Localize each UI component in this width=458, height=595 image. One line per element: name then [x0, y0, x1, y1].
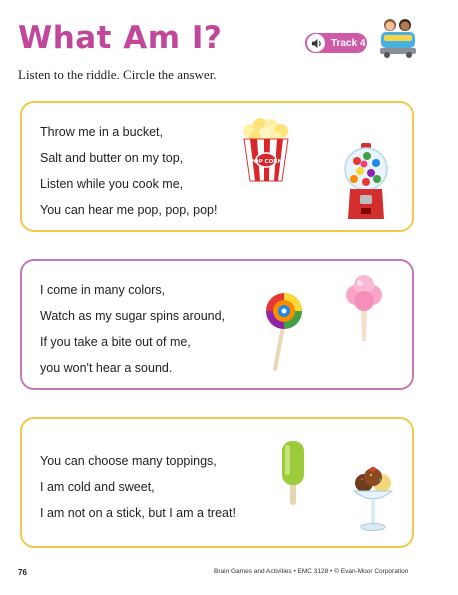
- riddle-card-2: [20, 259, 414, 390]
- riddle-line: Throw me in a bucket,: [40, 125, 163, 139]
- track-label: Track 4: [331, 37, 366, 49]
- popsicle-icon[interactable]: [280, 439, 306, 507]
- cotton-candy-icon[interactable]: [344, 273, 384, 343]
- footer-credit: Brain Games and Activities • EMC 3128 • © Evan-Moor Corporation: [214, 568, 409, 575]
- riddle-line: You can choose many toppings,: [40, 454, 217, 468]
- riddle-text-2: [40, 277, 225, 381]
- riddle-card-1: [20, 101, 414, 232]
- instruction-text: Listen to the riddle. Circle the answer.: [18, 67, 217, 82]
- riddle-line: You can hear me pop, pop, pop!: [40, 203, 218, 217]
- page-number: 76: [18, 568, 27, 577]
- lollipop-icon[interactable]: [262, 291, 306, 371]
- riddle-line: I come in many colors,: [40, 283, 166, 297]
- popcorn-label: POP CORN: [249, 159, 283, 165]
- page-title: What Am I?: [18, 20, 223, 56]
- ice-cream-sundae-icon[interactable]: [352, 467, 394, 533]
- riddle-line: I am cold and sweet,: [40, 480, 155, 494]
- riddle-text-1: [40, 119, 217, 223]
- riddle-text-3: [40, 448, 236, 526]
- riddle-line: I am not on a stick, but I am a treat!: [40, 506, 236, 520]
- riddle-line: If you take a bite out of me,: [40, 335, 191, 349]
- audio-track-button[interactable]: [305, 33, 367, 53]
- riddle-line: Salt and butter on my top,: [40, 151, 184, 165]
- riddle-line: Watch as my sugar spins around,: [40, 309, 226, 323]
- riddle-line: Listen while you cook me,: [40, 177, 184, 191]
- popcorn-icon[interactable]: [240, 117, 292, 183]
- gumball-machine-icon[interactable]: [342, 143, 390, 221]
- riddle-line: you won't hear a sound.: [40, 361, 173, 375]
- kids-ride-icon: [378, 15, 418, 60]
- riddle-card-3: [20, 417, 414, 548]
- speaker-icon: [307, 34, 325, 52]
